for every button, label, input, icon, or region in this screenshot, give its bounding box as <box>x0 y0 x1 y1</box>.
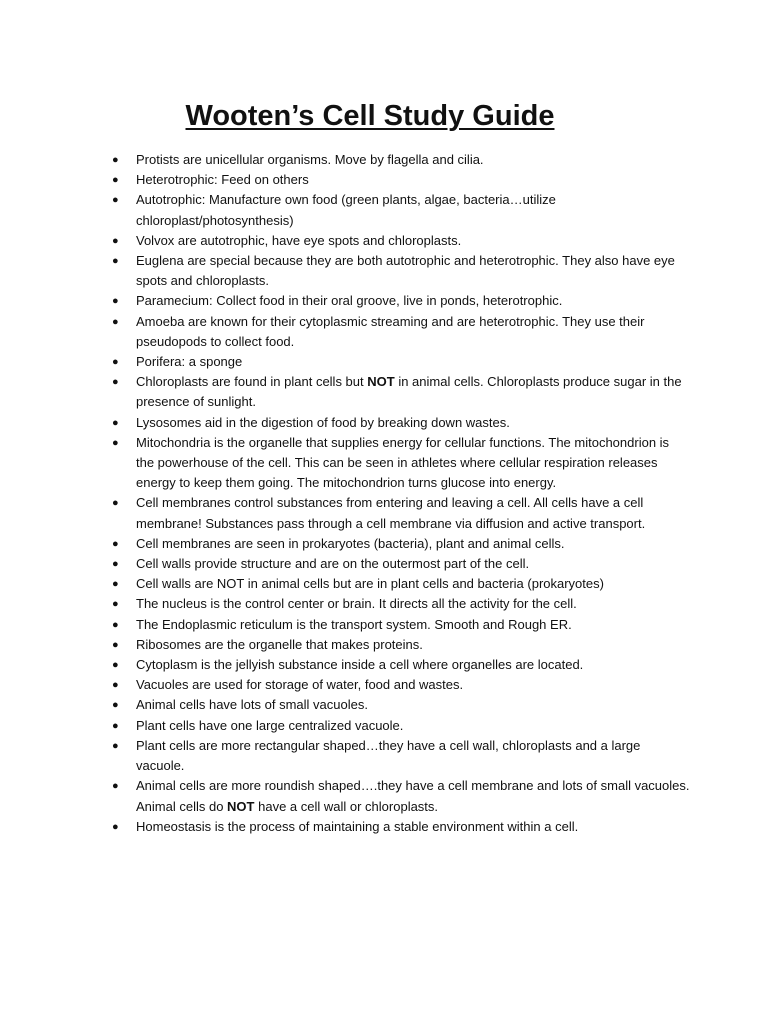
item-text: Amoeba are known for their cytoplasmic streaming and are heterotrophic. They use their pseudopods to collect food. <box>136 313 645 349</box>
item-text: Plant cells have one large centralized vacuole. <box>136 717 404 733</box>
bullet-icon: ● <box>112 618 119 631</box>
emphasis-text: NOT <box>367 374 395 390</box>
bullet-icon: ● <box>112 780 119 793</box>
emphasis-text: NOT <box>227 798 255 814</box>
item-text: Heterotrophic: Feed on others <box>136 172 309 188</box>
bullet-icon: ● <box>112 497 119 510</box>
list-item <box>0 554 690 574</box>
item-text: Cell walls provide structure and are on the outermost part of the cell. <box>136 556 530 572</box>
item-text: Plant cells are more rectangular shaped…they have a cell wall, chloroplasts and a large vacuole. <box>136 737 641 774</box>
item-text: Autotrophic: Manufacture own food (green plants, algae, bacteria…utilize chloroplast/photosynthesis) <box>136 192 556 228</box>
list-item <box>0 776 690 816</box>
list-item <box>0 251 690 291</box>
item-text: Animal cells have lots of small vacuoles. <box>136 697 368 713</box>
list-item <box>0 352 690 372</box>
list-item <box>0 736 690 776</box>
bullet-icon: ● <box>112 416 119 429</box>
bullet-icon: ● <box>112 638 119 651</box>
item-text: Paramecium: Collect food in their oral groove, live in ponds, heterotrophic. <box>136 293 563 309</box>
item-text: Porifera: a sponge <box>136 354 243 370</box>
study-guide-list <box>0 150 768 837</box>
item-text: Protists are unicellular organisms. Move by flagella and cilia. <box>136 152 484 167</box>
bullet-icon: ● <box>112 255 119 268</box>
bullet-icon: ● <box>112 194 119 207</box>
list-item <box>0 170 690 190</box>
bullet-icon: ● <box>112 679 119 692</box>
item-text: Euglena are special because they are both autotrophic and heterotrophic. They also have eye spots and chloroplasts. <box>136 253 675 289</box>
list-item <box>0 372 690 412</box>
list-item <box>0 615 690 635</box>
list-item <box>0 534 690 554</box>
bullet-icon: ● <box>112 558 119 571</box>
bullet-icon: ● <box>112 820 119 833</box>
list-item <box>0 817 690 837</box>
bullet-icon: ● <box>112 295 119 308</box>
list-item <box>0 190 690 230</box>
page-title: Wooten’s Cell Study Guide <box>185 100 555 132</box>
list-item <box>0 675 690 695</box>
list-item <box>0 493 690 533</box>
list-item <box>0 312 690 352</box>
list-item <box>0 291 690 311</box>
list-item <box>0 594 690 614</box>
list-item <box>0 716 690 736</box>
bullet-icon: ● <box>112 234 119 247</box>
item-text: The Endoplasmic reticulum is the transport system. Smooth and Rough ER. <box>136 616 572 632</box>
list-item <box>0 413 690 433</box>
list-item <box>0 574 690 594</box>
bullet-icon: ● <box>112 154 119 166</box>
item-text: in animal cells. Chloroplasts produce sugar in the presence of sunlight. <box>136 374 682 410</box>
bullet-icon: ● <box>112 739 119 752</box>
bullet-icon: ● <box>112 376 119 389</box>
bullet-icon: ● <box>112 174 119 187</box>
item-text: Vacuoles are used for storage of water, food and wastes. <box>136 677 464 693</box>
item-text: Homeostasis is the process of maintaining a stable environment within a cell. <box>136 818 579 834</box>
list-item <box>0 635 690 655</box>
bullet-icon: ● <box>112 356 119 369</box>
item-text: Lysosomes aid in the digestion of food by breaking down wastes. <box>136 414 510 430</box>
item-text: Cell walls are NOT in animal cells but are in plant cells and bacteria (prokaryotes) <box>136 576 604 592</box>
item-text: Animal cells are more roundish shaped….they have a cell membrane and lots of small vacuoles. Animal cells do <box>136 778 690 814</box>
bullet-icon: ● <box>112 598 119 611</box>
item-text: Cell membranes control substances from entering and leaving a cell. All cells have a cell membrane! Substances pass through a cell membrane via diffusion and active transport. <box>136 495 646 531</box>
bullet-icon: ● <box>112 578 119 591</box>
bullet-icon: ● <box>112 315 119 328</box>
item-text: Chloroplasts are found in plant cells but <box>136 374 368 390</box>
item-text: Cytoplasm is the jellyish substance inside a cell where organelles are located. <box>136 657 584 673</box>
bullet-icon: ● <box>112 719 119 732</box>
list-item <box>0 433 690 494</box>
item-text: Mitochondria is the organelle that supplies energy for cellular functions. The mitochondrion is the powerhouse of the cell. This can be seen in athletes where cellular respiration releases energy to keep them going. The mitochondrion turns glucose into energy. <box>136 434 670 491</box>
bullet-icon: ● <box>112 699 119 712</box>
item-text: have a cell wall or chloroplasts. <box>254 798 439 814</box>
list-item <box>0 231 690 251</box>
bullet-icon: ● <box>112 659 119 672</box>
list-item <box>0 655 690 675</box>
item-text: Ribosomes are the organelle that makes proteins. <box>136 636 423 652</box>
list-item <box>0 695 690 715</box>
item-text: The nucleus is the control center or brain. It directs all the activity for the cell. <box>136 596 577 612</box>
list-item <box>0 150 690 170</box>
item-text: Cell membranes are seen in prokaryotes (bacteria), plant and animal cells. <box>136 535 565 551</box>
bullet-icon: ● <box>112 436 119 449</box>
bullet-icon: ● <box>112 537 119 550</box>
item-text: Volvox are autotrophic, have eye spots and chloroplasts. <box>136 232 462 248</box>
